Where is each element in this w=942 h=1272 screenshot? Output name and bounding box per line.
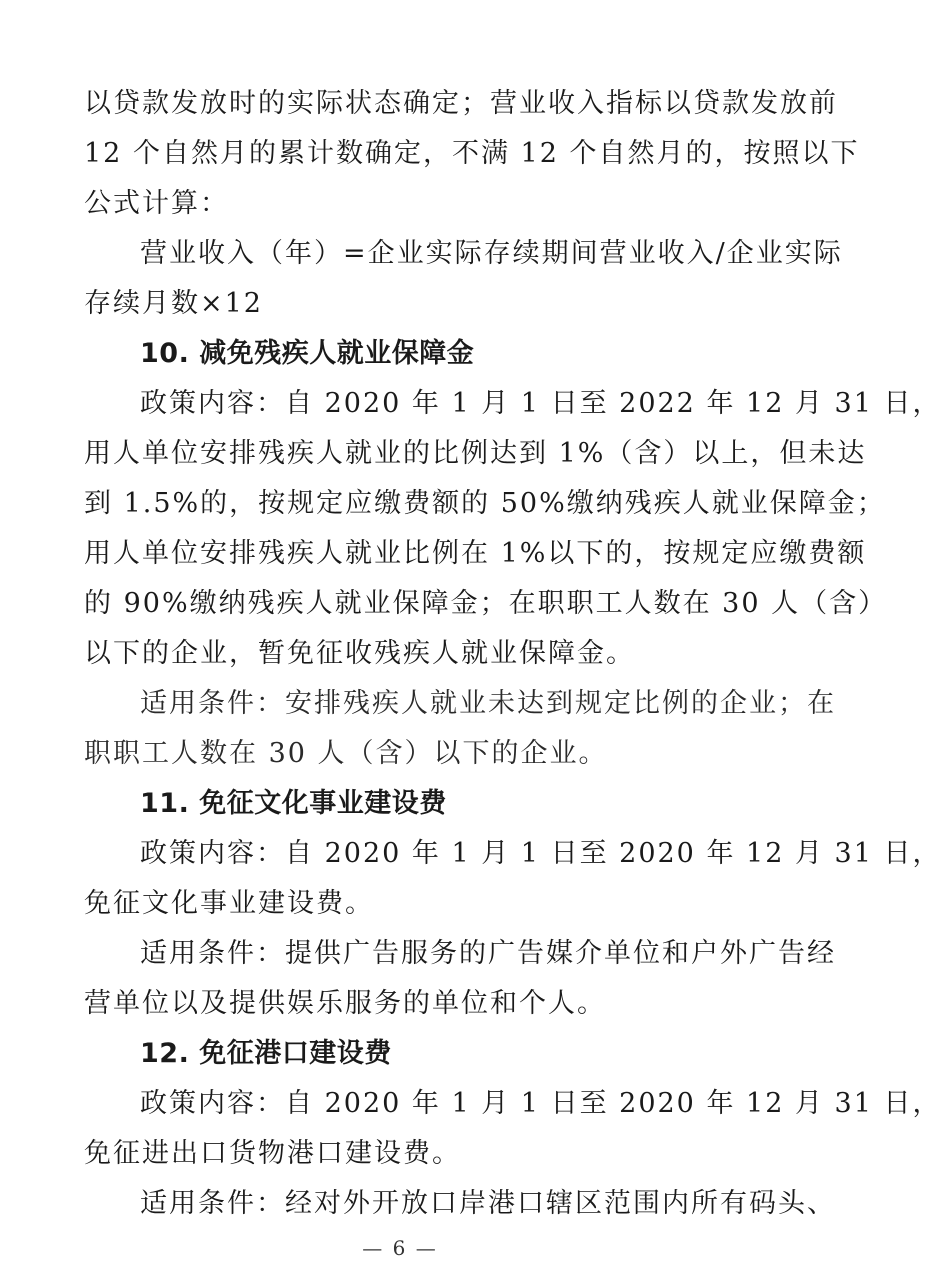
- paragraph-line: 公式计算：: [84, 188, 229, 219]
- paragraph-line: 职职工人数在 30 人（含）以下的企业。: [84, 738, 608, 769]
- formula-line: 营业收入（年）=企业实际存续期间营业收入/企业实际: [140, 238, 843, 269]
- paragraph-line: 免征文化事业建设费。: [84, 888, 374, 919]
- section-heading: 10. 减免残疾人就业保障金: [140, 338, 475, 369]
- section-heading: 12. 免征港口建设费: [140, 1038, 392, 1069]
- section-heading: 11. 免征文化事业建设费: [140, 788, 447, 819]
- paragraph-line: 以贷款发放时的实际状态确定；营业收入指标以贷款发放前: [84, 88, 838, 119]
- paragraph-line: 用人单位安排残疾人就业的比例达到 1%（含）以上，但未达: [84, 438, 867, 469]
- paragraph-line: 到 1.5%的，按规定应缴费额的 50%缴纳残疾人就业保障金；: [84, 488, 886, 519]
- paragraph-line: 适用条件：提供广告服务的广告媒介单位和户外广告经: [140, 938, 836, 969]
- paragraph-line: 政策内容：自 2020 年 1 月 1 日至 2020 年 12 月 31 日，: [140, 838, 942, 869]
- paragraph-line: 用人单位安排残疾人就业比例在 1%以下的，按规定应缴费额: [84, 538, 867, 569]
- paragraph-line: 适用条件：安排残疾人就业未达到规定比例的企业；在: [140, 688, 836, 719]
- paragraph-line: 政策内容：自 2020 年 1 月 1 日至 2020 年 12 月 31 日，: [140, 1088, 942, 1119]
- paragraph-line: 12 个自然月的累计数确定，不满 12 个自然月的，按照以下: [84, 138, 860, 169]
- paragraph-line: 政策内容：自 2020 年 1 月 1 日至 2022 年 12 月 31 日，: [140, 388, 942, 419]
- paragraph-line: 免征进出口货物港口建设费。: [84, 1138, 461, 1169]
- paragraph-line: 适用条件：经对外开放口岸港口辖区范围内所有码头、: [140, 1188, 836, 1219]
- paragraph-line: 以下的企业，暂免征收残疾人就业保障金。: [84, 638, 635, 669]
- paragraph-line: 营单位以及提供娱乐服务的单位和个人。: [84, 988, 606, 1019]
- paragraph-line: 的 90%缴纳残疾人就业保障金；在职职工人数在 30 人（含）: [84, 588, 888, 619]
- formula-line: 存续月数×12: [84, 288, 263, 319]
- page-number: — 6 —: [362, 1236, 438, 1260]
